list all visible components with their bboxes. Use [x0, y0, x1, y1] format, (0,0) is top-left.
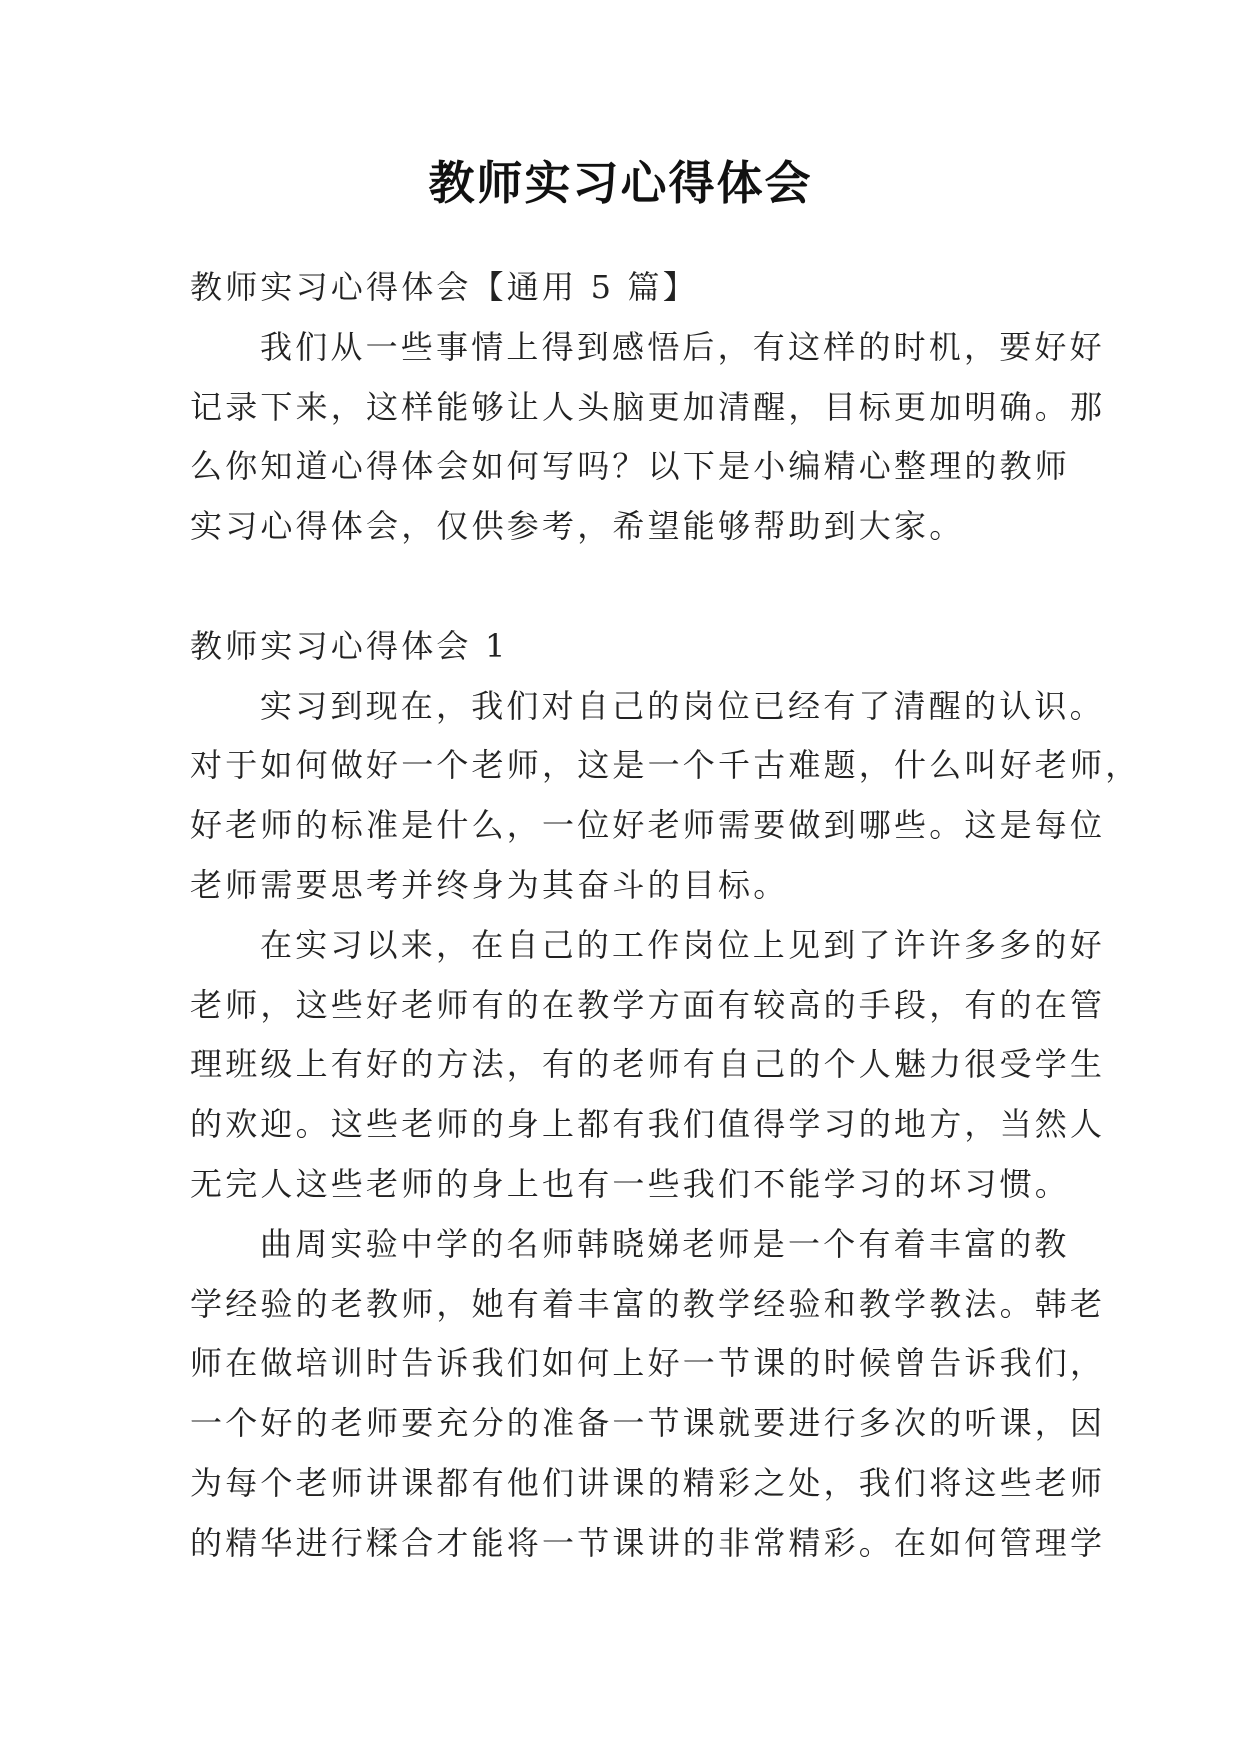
paragraph-line: 无完人这些老师的身上也有一些我们不能学习的坏习惯。	[190, 1164, 1071, 1203]
intro-line: 我们从一些事情上得到感悟后，有这样的时机，要好好	[260, 327, 1105, 366]
paragraph-line: 的精华进行糅合才能将一节课讲的非常精彩。在如何管理学	[190, 1523, 1106, 1562]
document-title: 教师实习心得体会	[428, 156, 813, 210]
paragraph-line: 对于如何做好一个老师，这是一个千古难题，什么叫好老师，	[190, 746, 1141, 785]
document-subtitle: 教师实习心得体会【通用 5 篇】	[190, 268, 698, 306]
paragraph-line: 理班级上有好的方法，有的老师有自己的个人魅力很受学生	[190, 1045, 1106, 1084]
paragraph-line: 一个好的老师要充分的准备一节课就要进行多次的听课，因	[190, 1404, 1106, 1443]
body-paragraph	[190, 677, 1141, 916]
paragraph-line: 的欢迎。这些老师的身上都有我们值得学习的地方，当然人	[190, 1105, 1106, 1144]
body-paragraph	[190, 916, 1106, 1215]
paragraph-line: 曲周实验中学的名师韩晓娣老师是一个有着丰富的教	[260, 1224, 1070, 1263]
body-paragraph	[190, 1215, 1106, 1574]
intro-line: 记录下来，这样能够让人头脑更加清醒，目标更加明确。那	[190, 387, 1106, 426]
paragraph-line: 实习到现在，我们对自己的岗位已经有了清醒的认识。	[260, 686, 1105, 725]
paragraph-line: 老师，这些好老师有的在教学方面有较高的手段，有的在管	[190, 985, 1106, 1024]
paragraph-line: 学经验的老教师，她有着丰富的教学经验和教学教法。韩老	[190, 1284, 1106, 1323]
section-heading: 教师实习心得体会 1	[190, 626, 509, 665]
paragraph-line: 师在做培训时告诉我们如何上好一节课的时候曾告诉我们，	[190, 1344, 1106, 1383]
intro-line: 实习心得体会，仅供参考，希望能够帮助到大家。	[190, 507, 965, 546]
paragraph-line: 好老师的标准是什么，一位好老师需要做到哪些。这是每位	[190, 806, 1106, 845]
document-body	[190, 258, 1141, 1574]
intro-paragraph	[190, 318, 1106, 557]
paragraph-line: 在实习以来，在自己的工作岗位上见到了许许多多的好	[260, 925, 1105, 964]
paragraph-line: 为每个老师讲课都有他们讲课的精彩之处，我们将这些老师	[190, 1463, 1106, 1502]
paragraph-line: 老师需要思考并终身为其奋斗的目标。	[190, 865, 789, 904]
section-spacer	[190, 557, 1060, 617]
intro-line: 么你知道心得体会如何写吗？以下是小编精心整理的教师	[190, 447, 1071, 486]
